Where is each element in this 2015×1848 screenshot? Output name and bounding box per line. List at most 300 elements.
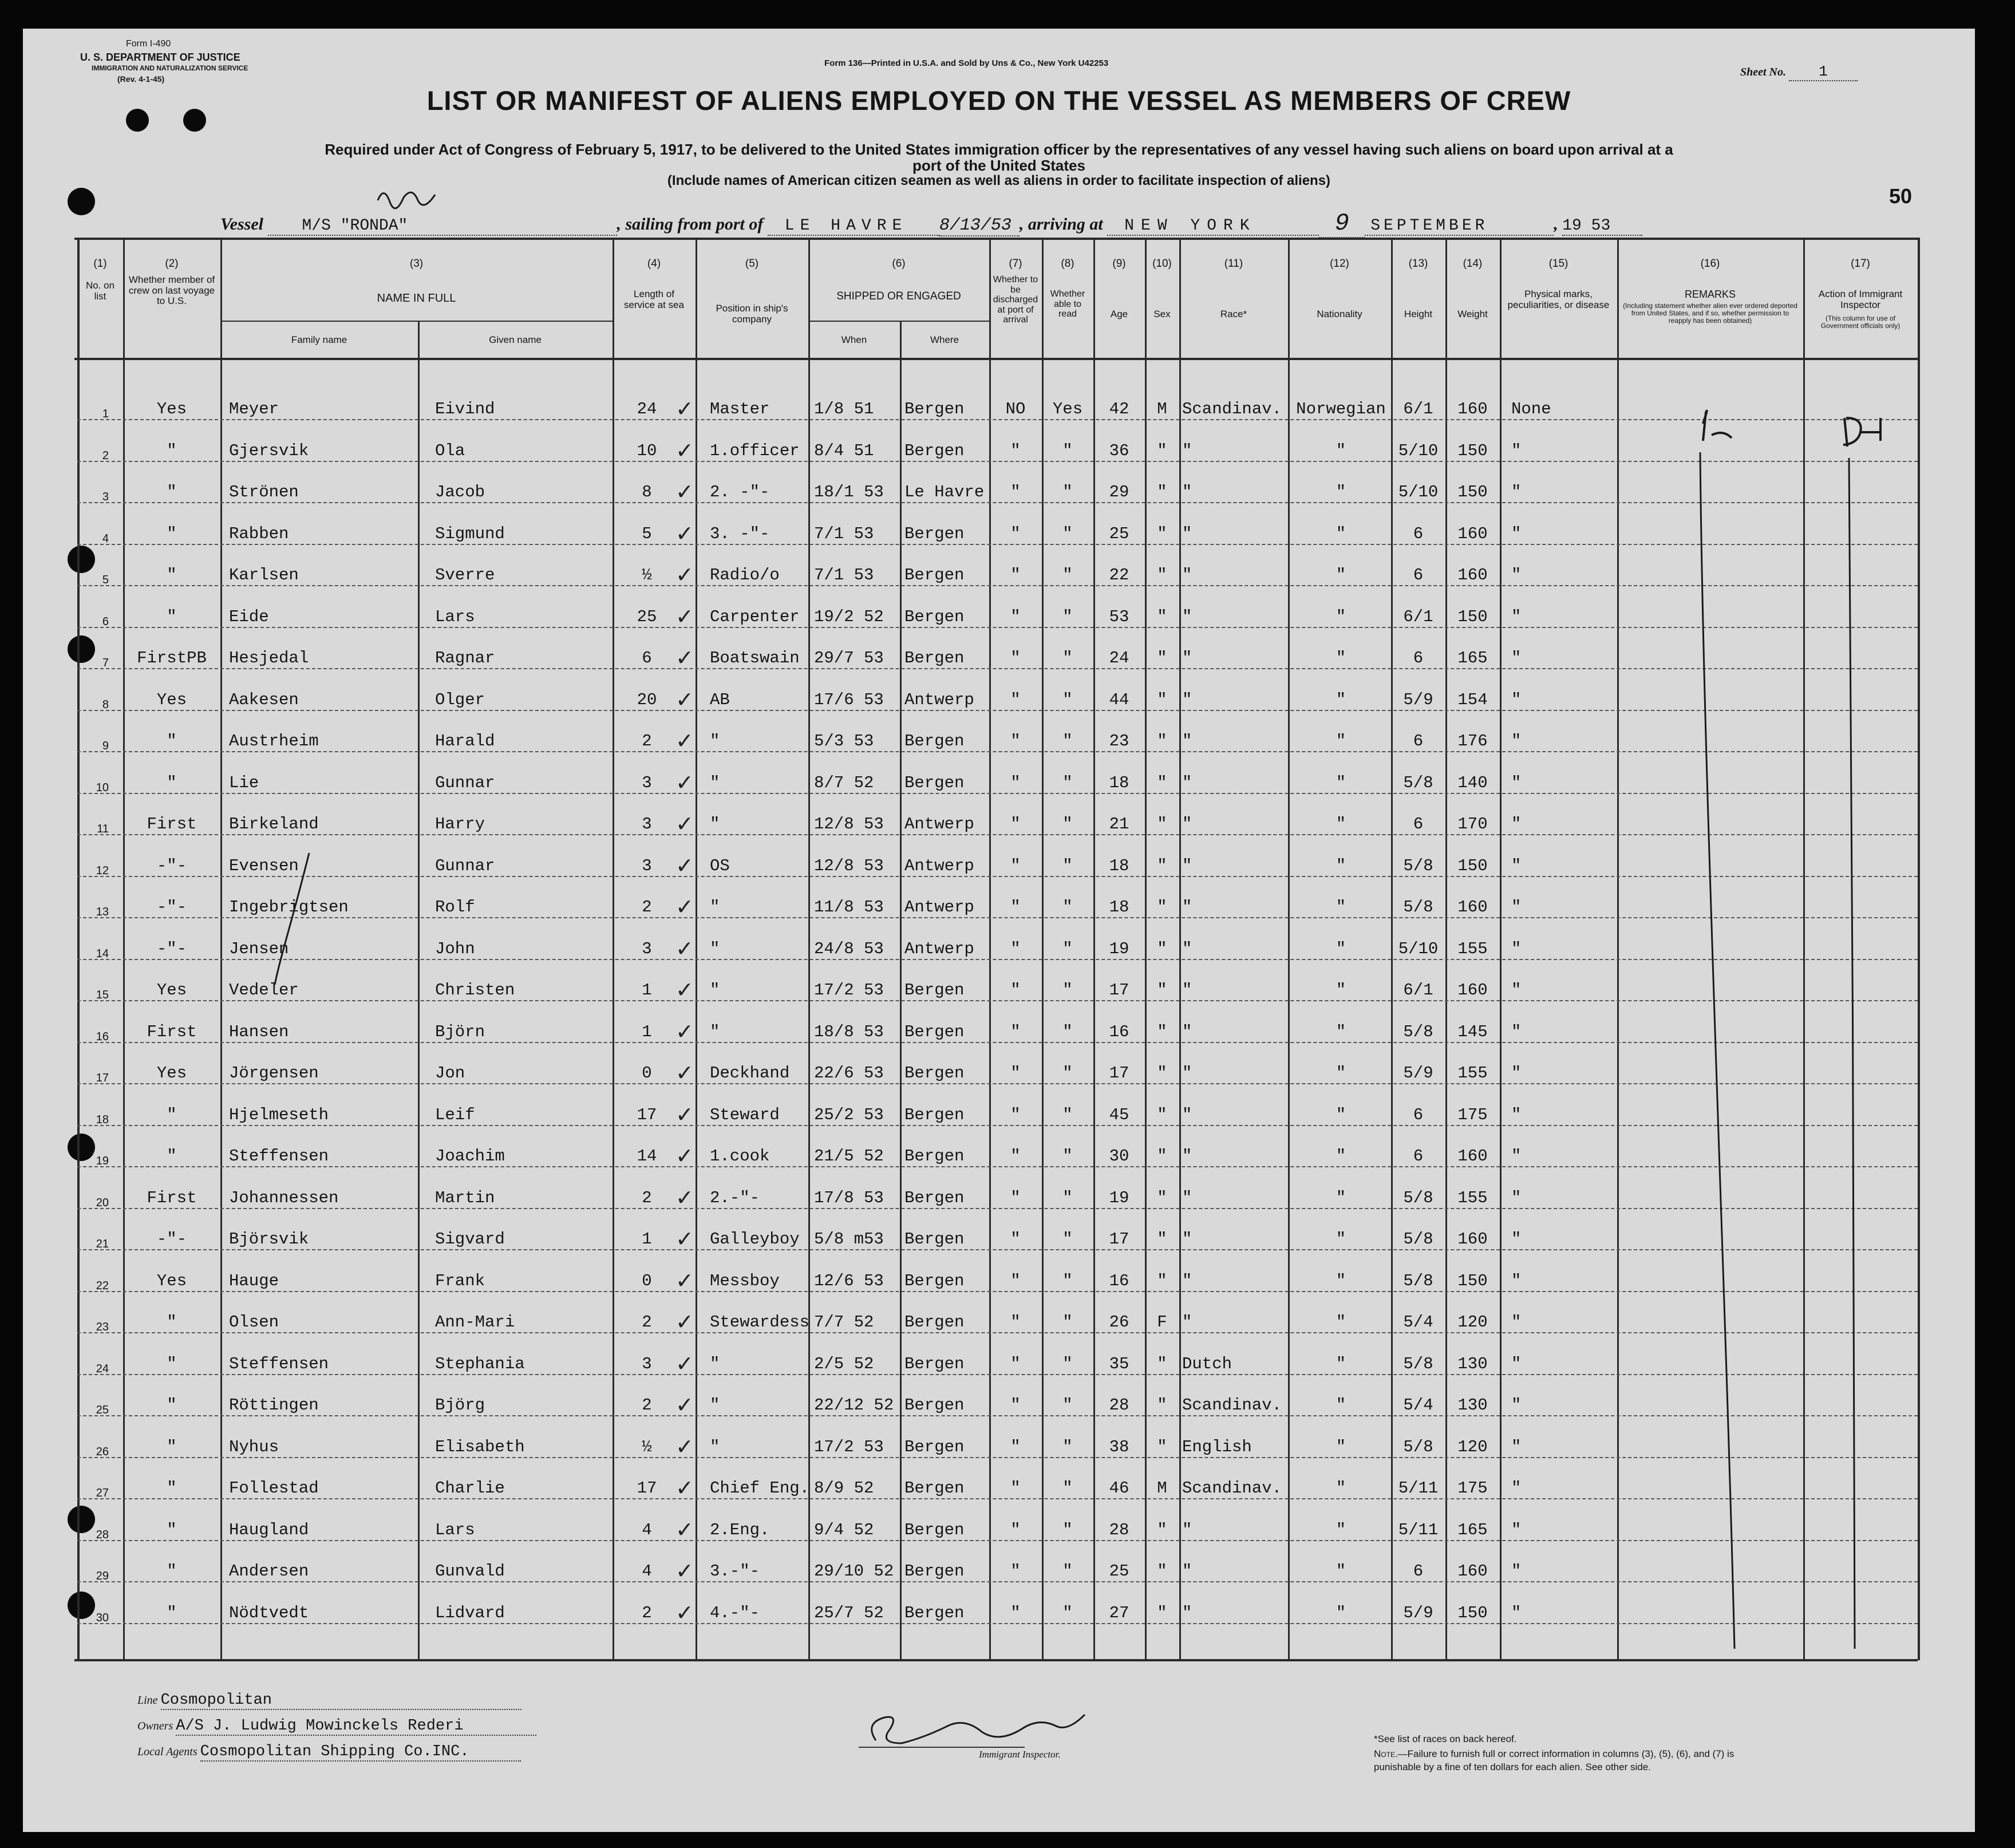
physical-marks-cell: " <box>1511 1147 1522 1166</box>
nationality-cell: " <box>1336 524 1346 543</box>
height-cell: 6 <box>1413 649 1424 668</box>
height-cell: 5/8 <box>1403 1271 1433 1290</box>
sex-cell: " <box>1157 1230 1167 1249</box>
last-voyage-cell: " <box>167 1147 177 1166</box>
family-name-cell: Hjelmeseth <box>229 1105 329 1124</box>
header-given-name: Given name <box>489 334 542 345</box>
last-voyage-cell: -"- <box>156 939 187 958</box>
service-length-cell: 2 <box>642 898 652 917</box>
family-name-cell: Follestad <box>229 1479 319 1498</box>
service-length-cell: 6 <box>642 649 652 668</box>
position-cell: " <box>710 981 720 1000</box>
discharged-cell: " <box>1010 1147 1021 1166</box>
sex-cell: " <box>1157 1562 1167 1581</box>
position-cell: Deckhand <box>710 1064 790 1083</box>
age-cell: 16 <box>1109 1271 1129 1290</box>
arrival-year: 19 53 <box>1562 217 1642 236</box>
weight-cell: 176 <box>1457 732 1488 751</box>
header-last-voyage: Whether member of crew on last voyage to U.S. <box>128 274 215 307</box>
subtitle-3: (Include names of American citizen seamen as well as aliens in order to facilitate inspection of aliens) <box>667 173 1331 188</box>
physical-marks-cell: " <box>1511 1479 1522 1498</box>
family-name-cell: Hansen <box>229 1022 289 1041</box>
family-name-cell: Ingebrigtsen <box>229 898 349 917</box>
check-mark-icon: ✓ <box>675 522 694 546</box>
race-cell: " <box>1182 1230 1192 1249</box>
weight-cell: 120 <box>1457 1437 1488 1456</box>
physical-marks-cell: " <box>1511 1022 1522 1041</box>
able-to-read-cell: " <box>1062 1105 1073 1124</box>
height-cell: 6/1 <box>1403 981 1433 1000</box>
able-to-read-cell: " <box>1062 1313 1073 1332</box>
height-cell: 5/8 <box>1403 898 1433 917</box>
discharged-cell: " <box>1010 856 1021 875</box>
weight-cell: 170 <box>1457 815 1488 834</box>
race-cell: " <box>1182 1022 1192 1041</box>
family-name-cell: Hesjedal <box>229 649 309 668</box>
position-cell: 2. -"- <box>710 483 770 502</box>
age-cell: 19 <box>1109 939 1129 958</box>
nationality-cell: " <box>1336 1562 1346 1581</box>
nationality-cell: " <box>1336 1105 1346 1124</box>
vessel-line: Vessel M/S "RONDA" , sailing from port of LE HAVRE 8/13/53 , arriving at NEW YORK 9 SEPTEMBER , 19 53 <box>220 210 1642 238</box>
physical-marks-cell: " <box>1511 607 1522 626</box>
shipped-when-cell: 8/4 51 <box>814 441 874 460</box>
shipped-where-cell: Bergen <box>904 1354 965 1373</box>
given-name-cell: Frank <box>435 1271 485 1290</box>
physical-marks-cell: " <box>1511 524 1522 543</box>
able-to-read-cell: " <box>1062 1188 1073 1207</box>
last-voyage-cell: " <box>167 1479 177 1498</box>
last-voyage-cell: Yes <box>156 690 187 709</box>
weight-cell: 160 <box>1457 1230 1488 1249</box>
nationality-cell: " <box>1336 1313 1346 1332</box>
row-number: 23 <box>96 1321 109 1333</box>
service-length-cell: 14 <box>637 1147 657 1166</box>
check-mark-icon: ✓ <box>675 729 694 753</box>
height-cell: 6 <box>1413 815 1424 834</box>
agents-value: Cosmopolitan Shipping Co.INC. <box>200 1743 521 1762</box>
sex-cell: " <box>1157 1064 1167 1083</box>
family-name-cell: Strönen <box>229 483 299 502</box>
height-cell: 5/10 <box>1398 441 1439 460</box>
able-to-read-cell: " <box>1062 856 1073 875</box>
shipped-where-cell: Bergen <box>904 1271 965 1290</box>
col-num-15: (15) <box>1548 258 1568 270</box>
last-voyage-cell: " <box>167 1437 177 1456</box>
physical-marks-cell: " <box>1511 441 1522 460</box>
shipped-where-cell: Bergen <box>904 1064 965 1083</box>
height-cell: 5/8 <box>1403 1022 1433 1041</box>
shipped-when-cell: 7/1 53 <box>814 524 874 543</box>
sex-cell: " <box>1157 441 1167 460</box>
col-num-10: (10) <box>1152 258 1172 270</box>
weight-cell: 130 <box>1457 1396 1488 1415</box>
check-mark-icon: ✓ <box>675 937 694 961</box>
able-to-read-cell: " <box>1062 441 1073 460</box>
last-voyage-cell: " <box>167 732 177 751</box>
discharged-cell: " <box>1010 1354 1021 1373</box>
port-to: NEW YORK <box>1107 217 1319 236</box>
row-number: 5 <box>102 574 109 586</box>
nationality-cell: " <box>1336 690 1346 709</box>
service-length-cell: 0 <box>642 1064 652 1083</box>
shipped-where-cell: Bergen <box>904 649 965 668</box>
arrival-day: 9 <box>1319 210 1365 238</box>
col-num-7: (7) <box>1009 258 1022 270</box>
last-voyage-cell: First <box>147 1188 197 1207</box>
given-name-cell: Elisabeth <box>435 1437 525 1456</box>
handwritten-marks <box>23 29 1975 1832</box>
nationality-cell: " <box>1336 898 1346 917</box>
check-mark-icon: ✓ <box>675 480 694 504</box>
position-cell: 2.-"- <box>710 1188 760 1207</box>
family-name-cell: Aakesen <box>229 690 299 709</box>
able-to-read-cell: " <box>1062 1479 1073 1498</box>
able-to-read-cell: " <box>1062 690 1073 709</box>
row-number: 30 <box>96 1611 109 1624</box>
age-cell: 28 <box>1109 1520 1129 1539</box>
race-cell: " <box>1182 898 1192 917</box>
able-to-read-cell: " <box>1062 649 1073 668</box>
physical-marks-cell: " <box>1511 690 1522 709</box>
shipped-when-cell: 7/1 53 <box>814 566 874 585</box>
given-name-cell: Lars <box>435 1520 475 1539</box>
height-cell: 5/9 <box>1403 1064 1433 1083</box>
last-voyage-cell: First <box>147 1022 197 1041</box>
given-name-cell: Gunnar <box>435 856 495 875</box>
family-name-cell: Johannessen <box>229 1188 339 1207</box>
given-name-cell: Olger <box>435 690 485 709</box>
nationality-cell: " <box>1336 1479 1346 1498</box>
position-cell: 4.-"- <box>710 1603 760 1622</box>
shipped-where-cell: Bergen <box>904 1313 965 1332</box>
row-number: 28 <box>96 1528 109 1541</box>
position-cell: Boatswain <box>710 649 800 668</box>
height-cell: 5/8 <box>1403 773 1433 792</box>
able-to-read-cell: " <box>1062 1022 1073 1041</box>
revision: (Rev. 4-1-45) <box>117 74 165 84</box>
col-num-13: (13) <box>1408 258 1428 270</box>
col-num-2: (2) <box>165 258 179 270</box>
given-name-cell: Gunnar <box>435 773 495 792</box>
height-cell: 5/11 <box>1398 1520 1439 1539</box>
row-number: 17 <box>96 1072 109 1084</box>
family-name-cell: Karlsen <box>229 566 299 585</box>
footer-agents-row <box>137 1743 521 1762</box>
position-cell: Steward <box>710 1105 780 1124</box>
row-number: 1 <box>102 408 109 420</box>
discharged-cell: " <box>1010 1437 1021 1456</box>
department: U. S. DEPARTMENT OF JUSTICE <box>80 52 240 63</box>
shipped-when-cell: 17/8 53 <box>814 1188 884 1207</box>
sex-cell: " <box>1157 773 1167 792</box>
shipped-where-cell: Bergen <box>904 566 965 585</box>
height-cell: 5/10 <box>1398 483 1439 502</box>
check-mark-icon: ✓ <box>675 1186 694 1210</box>
nationality-cell: " <box>1336 1188 1346 1207</box>
page-mark: 50 <box>1889 184 1913 208</box>
age-cell: 30 <box>1109 1147 1129 1166</box>
remarks-vertical-line <box>1700 452 1735 1649</box>
service-length-cell: 17 <box>637 1479 657 1498</box>
weight-cell: 150 <box>1457 1603 1488 1622</box>
sex-cell: " <box>1157 1396 1167 1415</box>
age-cell: 22 <box>1109 566 1129 585</box>
weight-cell: 160 <box>1457 566 1488 585</box>
shipped-when-cell: 29/7 53 <box>814 649 884 668</box>
position-cell: " <box>710 773 720 792</box>
row-number: 2 <box>102 449 109 462</box>
shipped-when-cell: 22/6 53 <box>814 1064 884 1083</box>
header-discharged: Whether to be discharged at port of arrival <box>993 275 1038 325</box>
service-length-cell: 2 <box>642 1313 652 1332</box>
position-cell: Radio/o <box>710 566 780 585</box>
age-cell: 28 <box>1109 1396 1129 1415</box>
physical-marks-cell: " <box>1511 1230 1522 1249</box>
last-voyage-cell: " <box>167 524 177 543</box>
service-length-cell: ½ <box>642 1437 652 1456</box>
shipped-where-cell: Bergen <box>904 981 965 1000</box>
weight-cell: 160 <box>1457 1147 1488 1166</box>
shipped-when-cell: 8/9 52 <box>814 1479 874 1498</box>
discharged-cell: " <box>1010 690 1021 709</box>
position-cell: Master <box>710 400 770 418</box>
last-voyage-cell: " <box>167 1105 177 1124</box>
shipped-when-cell: 11/8 53 <box>814 898 884 917</box>
shipped-where-cell: Antwerp <box>904 898 974 917</box>
discharged-cell: NO <box>1005 400 1026 418</box>
discharged-cell: " <box>1010 1603 1021 1622</box>
header-inspector-action: Action of Immigrant Inspector <box>1818 289 1903 310</box>
shipped-when-cell: 7/7 52 <box>814 1313 874 1332</box>
weight-cell: 150 <box>1457 607 1488 626</box>
footer-line-row <box>137 1692 521 1710</box>
race-cell: " <box>1182 1188 1192 1207</box>
nationality-cell: " <box>1336 649 1346 668</box>
given-name-cell: Christen <box>435 981 515 1000</box>
row-number: 20 <box>96 1196 109 1209</box>
family-name-cell: Birkeland <box>229 815 319 834</box>
able-to-read-cell: " <box>1062 1562 1073 1581</box>
position-cell: 1.cook <box>710 1147 770 1166</box>
row-number: 27 <box>96 1487 109 1499</box>
last-voyage-cell: Yes <box>156 1064 187 1083</box>
inspector-vertical-line <box>1849 458 1855 1649</box>
age-cell: 35 <box>1109 1354 1129 1373</box>
service-length-cell: 0 <box>642 1271 652 1290</box>
able-to-read-cell: " <box>1062 483 1073 502</box>
sex-cell: M <box>1157 1479 1167 1498</box>
last-voyage-cell: " <box>167 1603 177 1622</box>
header-age: Age <box>1110 309 1128 319</box>
height-cell: 5/11 <box>1398 1479 1439 1498</box>
race-cell: " <box>1182 1603 1192 1622</box>
shipped-when-cell: 12/8 53 <box>814 856 884 875</box>
sex-cell: " <box>1157 607 1167 626</box>
discharged-cell: " <box>1010 1479 1021 1498</box>
weight-cell: 150 <box>1457 1271 1488 1290</box>
note-label: Note. <box>1374 1748 1398 1759</box>
shipped-when-cell: 1/8 51 <box>814 400 874 418</box>
race-cell: English <box>1182 1437 1252 1456</box>
age-cell: 45 <box>1109 1105 1129 1124</box>
sex-cell: " <box>1157 1520 1167 1539</box>
age-cell: 25 <box>1109 524 1129 543</box>
header-length-of-service: Length of service at sea <box>624 289 684 310</box>
family-name-cell: Olsen <box>229 1313 279 1332</box>
race-cell: " <box>1182 1064 1192 1083</box>
sailing-label: , sailing from port of <box>617 215 764 234</box>
discharged-cell: " <box>1010 483 1021 502</box>
family-name-cell: Lie <box>229 773 259 792</box>
printer-line: Form 136—Printed in U.S.A. and Sold by Uns & Co., New York U42253 <box>824 58 1109 68</box>
header-no-on-list: No. on list <box>85 280 115 302</box>
weight-cell: 150 <box>1457 483 1488 502</box>
physical-marks-cell: " <box>1511 1313 1522 1332</box>
sex-cell: " <box>1157 649 1167 668</box>
position-cell: " <box>710 1354 720 1373</box>
vessel-handwriting <box>378 192 435 208</box>
nationality-cell: " <box>1336 1354 1346 1373</box>
race-cell: " <box>1182 607 1192 626</box>
sex-cell: " <box>1157 1603 1167 1622</box>
age-cell: 26 <box>1109 1313 1129 1332</box>
last-voyage-cell: " <box>167 607 177 626</box>
col-num-14: (14) <box>1463 258 1483 270</box>
able-to-read-cell: " <box>1062 1603 1073 1622</box>
discharged-cell: " <box>1010 1188 1021 1207</box>
discharged-cell: " <box>1010 732 1021 751</box>
position-cell: Messboy <box>710 1271 780 1290</box>
family-name-cell: Hauge <box>229 1271 279 1290</box>
sex-cell: " <box>1157 732 1167 751</box>
family-name-cell: Rabben <box>229 524 289 543</box>
discharged-cell: " <box>1010 524 1021 543</box>
owners-label: Owners <box>137 1720 173 1732</box>
family-name-cell: Röttingen <box>229 1396 319 1415</box>
nationality-cell: " <box>1336 1603 1346 1622</box>
family-name-cell: Evensen <box>229 856 299 875</box>
shipped-where-cell: Bergen <box>904 1105 965 1124</box>
row-number: 12 <box>96 864 109 877</box>
shipped-when-cell: 25/2 53 <box>814 1105 884 1124</box>
service-length-cell: 1 <box>642 1230 652 1249</box>
nationality-cell: " <box>1336 1230 1346 1249</box>
race-cell: " <box>1182 649 1192 668</box>
vessel-label: Vessel <box>220 215 263 234</box>
failure-note <box>1374 1748 1775 1774</box>
shipped-where-cell: Bergen <box>904 1147 965 1166</box>
height-cell: 6 <box>1413 1105 1424 1124</box>
shipped-when-cell: 2/5 52 <box>814 1354 874 1373</box>
given-name-cell: Sigmund <box>435 524 505 543</box>
family-name-cell: Gjersvik <box>229 441 309 460</box>
height-cell: 6/1 <box>1403 400 1433 418</box>
discharged-cell: " <box>1010 1230 1021 1249</box>
agents-label: Local Agents <box>137 1746 197 1758</box>
nationality-cell: " <box>1336 1520 1346 1539</box>
shipped-where-cell: Bergen <box>904 732 965 751</box>
sheet-label: Sheet No. <box>1740 66 1786 78</box>
sex-cell: " <box>1157 690 1167 709</box>
able-to-read-cell: " <box>1062 607 1073 626</box>
row-number: 11 <box>97 823 109 835</box>
header-nationality: Nationality <box>1317 309 1362 319</box>
service-length-cell: 4 <box>642 1562 652 1581</box>
age-cell: 25 <box>1109 1562 1129 1581</box>
col-num-8: (8) <box>1061 258 1074 270</box>
service-length-cell: 2 <box>642 732 652 751</box>
position-cell: 1.officer <box>710 441 800 460</box>
shipped-when-cell: 17/2 53 <box>814 981 884 1000</box>
given-name-cell: Ragnar <box>435 649 495 668</box>
header-name-in-full: NAME IN FULL <box>377 292 456 305</box>
line-value: Cosmopolitan <box>161 1692 521 1710</box>
position-cell: 2.Eng. <box>710 1520 770 1539</box>
height-cell: 6 <box>1413 566 1424 585</box>
shipped-when-cell: 18/8 53 <box>814 1022 884 1041</box>
height-cell: 5/8 <box>1403 1230 1433 1249</box>
family-name-cell: Jörgensen <box>229 1064 319 1083</box>
shipped-where-cell: Antwerp <box>904 690 974 709</box>
given-name-cell: Ola <box>435 441 465 460</box>
check-mark-icon: ✓ <box>675 1144 694 1168</box>
nationality-cell: " <box>1336 1437 1346 1456</box>
row-number: 7 <box>102 657 109 669</box>
last-voyage-cell: " <box>167 1396 177 1415</box>
discharged-cell: " <box>1010 815 1021 834</box>
able-to-read-cell: " <box>1062 566 1073 585</box>
race-cell: " <box>1182 1105 1192 1124</box>
race-cell: " <box>1182 1313 1192 1332</box>
position-cell: AB <box>710 690 730 709</box>
able-to-read-cell: " <box>1062 1396 1073 1415</box>
position-cell: Galleyboy <box>710 1230 800 1249</box>
position-cell: OS <box>710 856 730 875</box>
race-cell: " <box>1182 483 1192 502</box>
last-voyage-cell: " <box>167 773 177 792</box>
row-number: 13 <box>96 906 109 918</box>
height-cell: 5/8 <box>1403 1437 1433 1456</box>
check-mark-icon: ✓ <box>675 1476 694 1500</box>
physical-marks-cell: " <box>1511 939 1522 958</box>
physical-marks-cell: " <box>1511 898 1522 917</box>
shipped-where-cell: Bergen <box>904 1188 965 1207</box>
height-cell: 6/1 <box>1403 607 1433 626</box>
discharged-cell: " <box>1010 1271 1021 1290</box>
last-voyage-cell: " <box>167 1354 177 1373</box>
service-length-cell: 24 <box>637 400 657 418</box>
owners-value: A/S J. Ludwig Mowinckels Rederi <box>176 1717 536 1736</box>
able-to-read-cell: " <box>1062 1354 1073 1373</box>
discharged-cell: " <box>1010 566 1021 585</box>
weight-cell: 175 <box>1457 1479 1488 1498</box>
last-voyage-cell: -"- <box>156 856 187 875</box>
row-number: 21 <box>96 1238 109 1250</box>
weight-cell: 165 <box>1457 649 1488 668</box>
age-cell: 16 <box>1109 1022 1129 1041</box>
nationality-cell: " <box>1336 1271 1346 1290</box>
shipped-when-cell: 21/5 52 <box>814 1147 884 1166</box>
sail-date: 8/13/53 <box>939 216 1020 236</box>
able-to-read-cell: " <box>1062 1520 1073 1539</box>
service-length-cell: 25 <box>637 607 657 626</box>
race-cell: " <box>1182 856 1192 875</box>
race-cell: " <box>1182 815 1192 834</box>
sex-cell: " <box>1157 898 1167 917</box>
sex-cell: M <box>1157 400 1167 418</box>
weight-cell: 150 <box>1457 856 1488 875</box>
